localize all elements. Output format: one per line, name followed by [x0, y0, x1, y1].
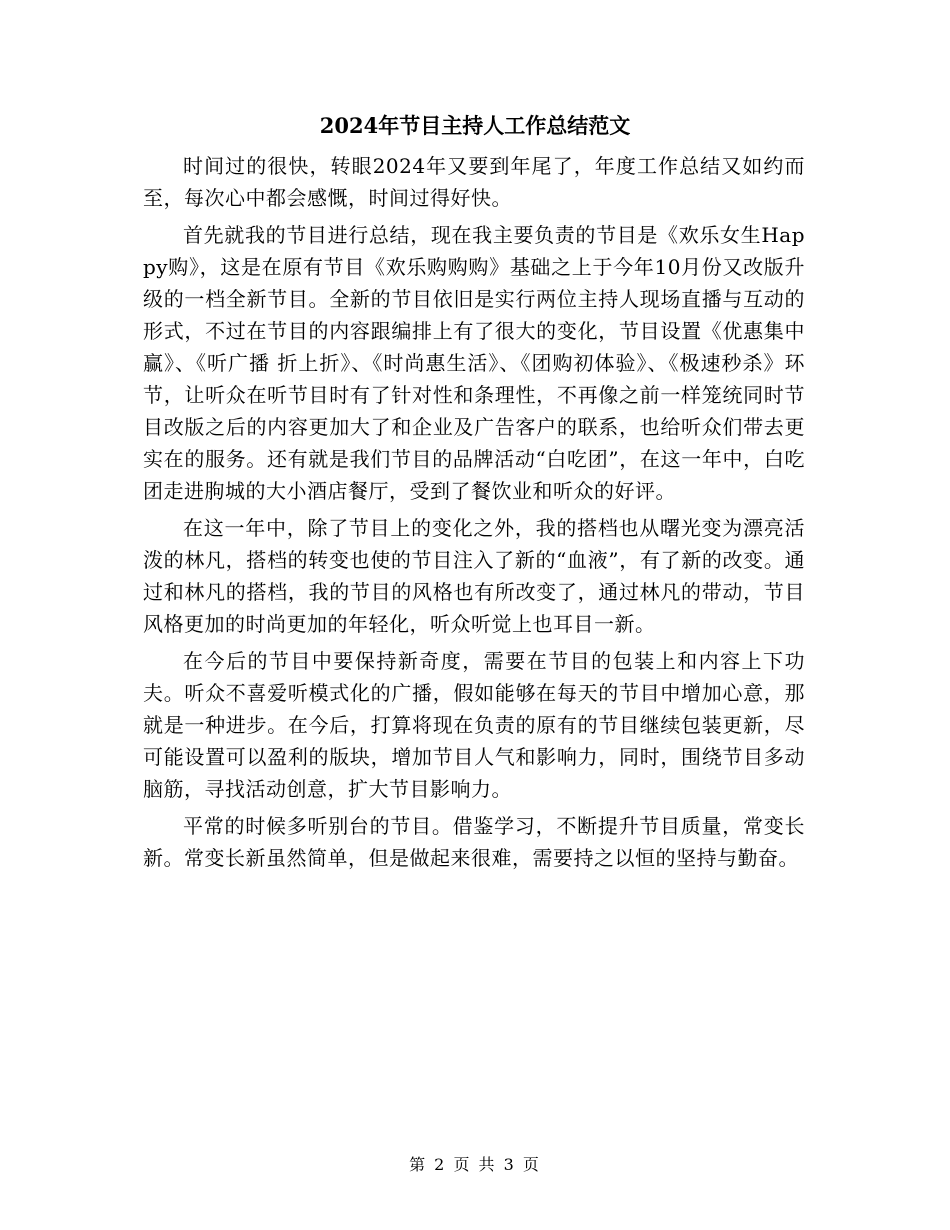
paragraph-5: 平常的时候多听别台的节目。借鉴学习，不断提升节目质量，常变长新。常变长新虽然简单，但是做起来很难，需要持之以恒的坚持与勤奋。 [143, 814, 805, 870]
document-title: 2024年节目主持人工作总结范文 [319, 113, 631, 138]
paragraph-2: 首先就我的节目进行总结，现在我主要负责的节目是《欢乐女生Happy购》，这是在原有节目《欢乐购购购》基础之上于今年10月份又改版升级的一档全新节目。全新的节目依旧是实行两位主持人现场直播与互动的形式，不过在节目的内容跟编排上有了很大的变化，节目设置《优惠集中赢》、《听广播 折上折》、《时尚惠生活》、《团购初体验》、《极速秒杀》环节，让听众在听节目时有了针对性和条理性，不再像之前一样笼统同时节目改版之后的内容更加大了和企业及广告客户的联系，也给听众们带去更实在的服务。还有就是我们节目的品牌活动“白吃团”，在这一年中，白吃团走进朐城的大小酒店餐厅，受到了餐饮业和听众的好评。 [143, 223, 805, 503]
paragraph-1: 时间过的很快，转眼2024年又要到年尾了，年度工作总结又如约而至，每次心中都会感慨，时间过得好快。 [143, 154, 805, 210]
document-body [143, 150, 805, 879]
paragraph-3: 在这一年中，除了节目上的变化之外，我的搭档也从曙光变为漂亮活泼的林凡，搭档的转变也使的节目注入了新的“血液”，有了新的改变。通过和林凡的搭档，我的节目的风格也有所改变了，通过林凡的带动，节目风格更加的时尚更加的年轻化，听众听觉上也耳目一新。 [143, 516, 805, 636]
page-number-footer: 第 2 页 共 3 页 [409, 1155, 541, 1174]
paragraph-4: 在今后的节目中要保持新奇度，需要在节目的包装上和内容上下功夫。听众不喜爱听模式化的广播，假如能够在每天的节目中增加心意，那就是一种进步。在今后，打算将现在负责的原有的节目继续包装更新，尽可能设置可以盈利的版块，增加节目人气和影响力，同时，围绕节目多动脑筋，寻找活动创意，扩大节目影响力。 [143, 649, 805, 801]
